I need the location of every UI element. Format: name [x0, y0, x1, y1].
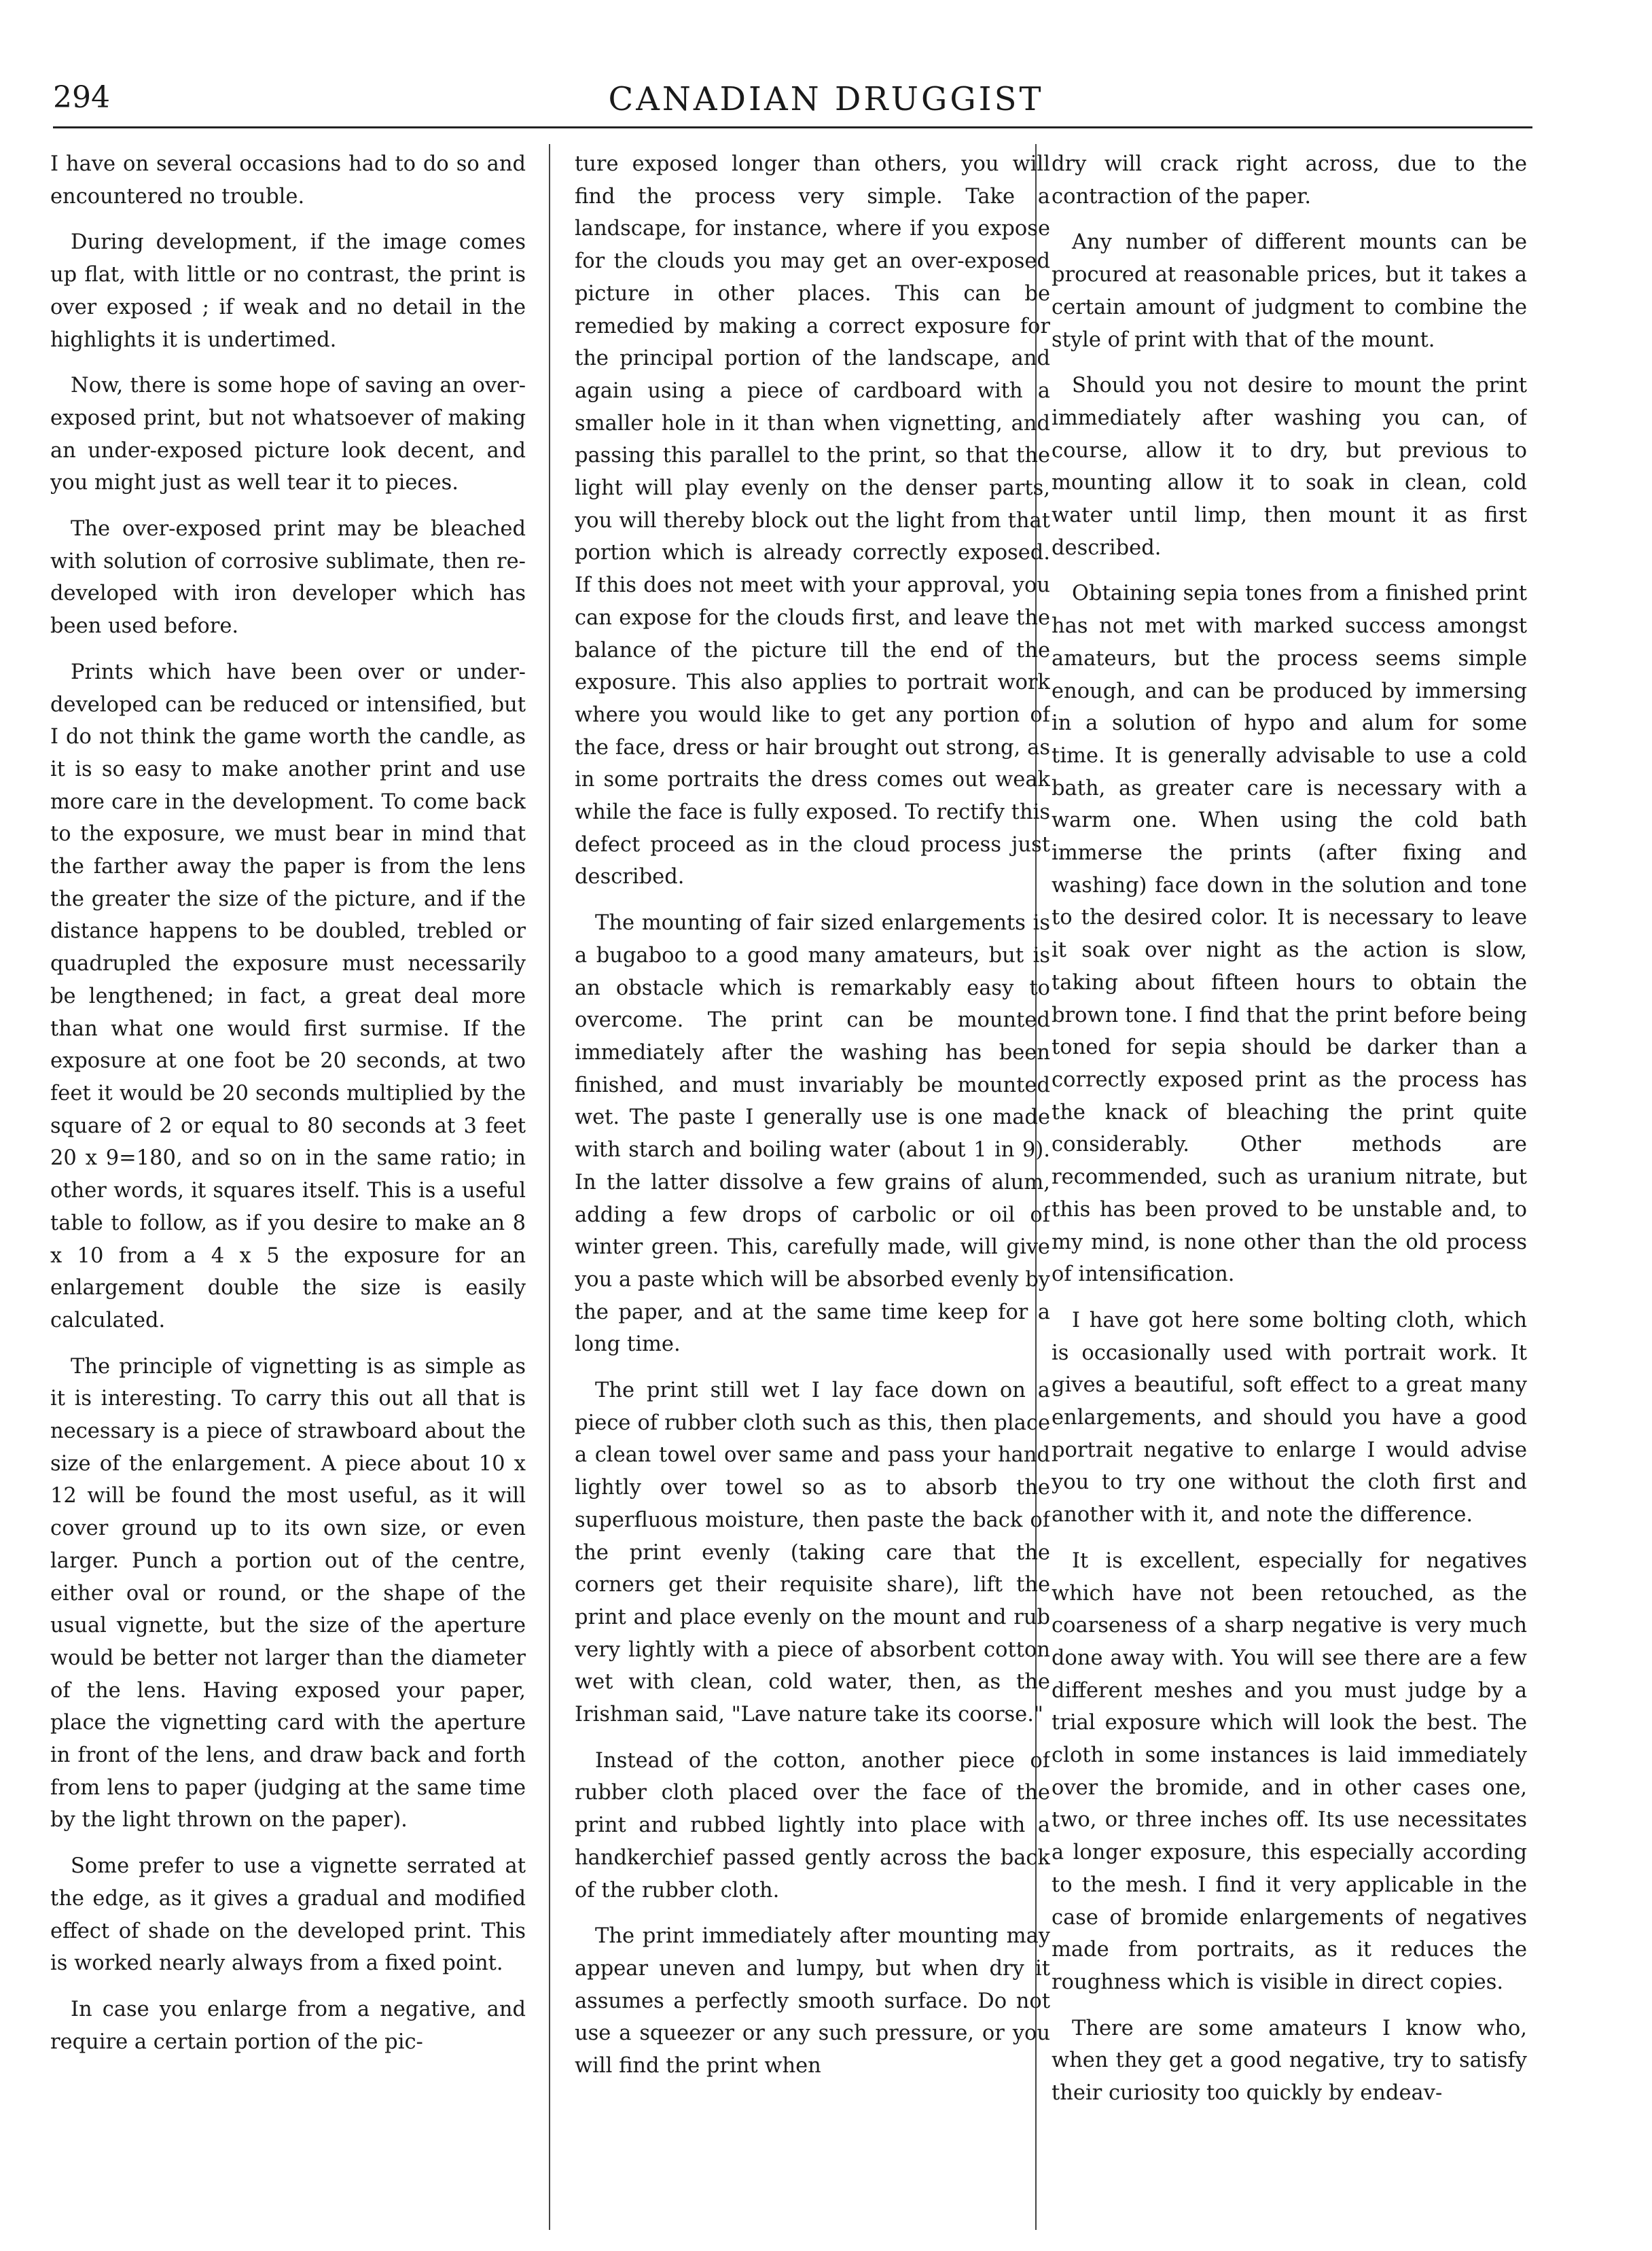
- paragraph: Now, there is some hope of saving an over-exposed print, but not whatsoever of making an under-exposed picture look decent, and you might just as well tear it to pieces.: [50, 374, 526, 495]
- column-divider: [549, 144, 550, 2230]
- paragraph: Should you not desire to mount the print immediately after washing you can, of course, allow it to dry, but previous to mounting allow it to soak in clean, cold water until limp, then mount it as first described.: [1052, 374, 1527, 560]
- paragraph: It is excellent, especially for negatives which have not been retouched, as the coarseness of a sharp negative is very much done away with. You will see there are a few different meshes and you must judge by a trial exposure which will look the best. The cloth in some instances is laid immediately over the bromide, and in other cases one, two, or three inches off. Its use necessitates a longer exposure, this especially according to the mesh. I find it very applicable in the case of bromide enlargements of negatives made from portraits, as it reduces the roughness which is visible in direct copies.: [1052, 1548, 1527, 1994]
- paragraph: Any number of different mounts can be procured at reasonable prices, but it takes a certain amount of judgment to combine the style of print with that of the mount.: [1052, 230, 1527, 352]
- paragraph: dry will crack right across, due to the contraction of the paper.: [1052, 152, 1527, 209]
- text-column-3: [1052, 148, 1527, 2227]
- running-head-title: CANADIAN DRUGGIST: [608, 80, 1044, 118]
- text-column-1: [50, 148, 526, 2227]
- paragraph: The principle of vignetting is as simple as it is interesting. To carry this out all that is necessary is a piece of strawboard about the size of the enlargement. A piece about 10 x 12 will be found the most useful, as it will cover ground up to its own size, or even larger. Punch a portion out of the centre, either oval or round, or the shape of the usual vignette, but the size of the aperture would be better not larger than the diameter of the lens. Having exposed your paper, place the vignetting card with the aperture in front of the lens, and draw back and forth from lens to paper (judging at the same time by the light thrown on the paper).: [50, 1354, 526, 1832]
- paragraph: The print still wet I lay face down on a piece of rubber cloth such as this, then place a clean towel over same and pass your hand lightly over towel so as to absorb the superfluous moisture, then paste the back of the print evenly (taking care that the corners get their requisite share), lift the print and place evenly on the mount and rub very lightly with a piece of absorbent cotton wet with clean, cold water, then, as the Irishman said, "Lave nature take its coorse.": [575, 1379, 1050, 1727]
- paragraph: Some prefer to use a vignette serrated at the edge, as it gives a gradual and modified effect of shade on the developed print. This is worked nearly always from a fixed point.: [50, 1854, 526, 1976]
- paragraph: There are some amateurs I know who, when they get a good negative, try to satisfy their curiosity too quickly by endeav-: [1052, 2016, 1527, 2106]
- paragraph: The mounting of fair sized enlargements is a bugaboo to a good many amateurs, but is an obstacle which is remarkably easy to overcome. The print can be mounted immediately after the washing has been finished, and must invariably be mounted wet. The paste I generally use is one made with starch and boiling water (about 1 in 9). In the latter dissolve a few grains of alum, adding a few drops of carbolic or oil of winter green. This, carefully made, will give you a paste which will be absorbed evenly by the paper, and at the same time keep for a long time.: [575, 911, 1050, 1357]
- paragraph: Instead of the cotton, another piece of rubber cloth placed over the face of the print and rubbed lightly into place with a handkerchief passed gently across the back of the rubber cloth.: [575, 1748, 1050, 1902]
- header-rule: [53, 126, 1532, 128]
- paragraph: During development, if the image comes up flat, with little or no contrast, the print is over exposed ; if weak and no detail in the highlights it is undertimed.: [50, 230, 526, 352]
- paragraph: The print immediately after mounting may appear uneven and lumpy, but when dry it assumes a perfectly smooth surface. Do not use a squeezer or any such pressure, or you will find the print when: [575, 1924, 1050, 2078]
- paragraph: I have got here some bolting cloth, which is occasionally used with portrait work. It gives a beautiful, soft effect to a great many enlargements, and should you have a good portrait negative to enlarge I would advise you to try one without the cloth first and another with it, and note the difference.: [1052, 1308, 1527, 1527]
- paragraph: Obtaining sepia tones from a finished print has not met with marked success amongst amateurs, but the process seems simple enough, and can be produced by immersing in a solution of hypo and alum for some time. It is generally advisable to use a cold bath, as greater care is necessary with a warm one. When using the cold bath immerse the prints (after fixing and washing) face down in the solution and tone to the desired color. It is necessary to leave it soak over night as the action is slow, taking about fifteen hours to obtain the brown tone. I find that the print before being toned for sepia should be darker than a correctly exposed print as the process has the knack of bleaching the print quite considerably. Other methods are recommended, such as uranium nitrate, but this has been proved to be unstable and, to my mind, is none other than the old process of intensification.: [1052, 582, 1527, 1287]
- paragraph: In case you enlarge from a negative, and require a certain portion of the pic-: [50, 1997, 526, 2054]
- page-number: 294: [53, 80, 110, 115]
- paragraph: I have on several occasions had to do so and encountered no trouble.: [50, 152, 526, 209]
- text-column-2: [575, 148, 1050, 2227]
- paragraph: Prints which have been over or under-developed can be reduced or intensified, but I do not think the game worth the candle, as it is so easy to make another print and use more care in the development. To come back to the exposure, we must bear in mind that the farther away the paper is from the lens the greater the size of the picture, and if the distance happens to be doubled, trebled or quadrupled the exposure must necessarily be lengthened; in fact, a great deal more than what one would first surmise. If the exposure at one foot be 20 seconds, at two feet it would be 20 seconds multiplied by the square of 2 or equal to 80 seconds at 3 feet 20 x 9=180, and so on in the same ratio; in other words, it squares itself. This is a useful table to follow, as if you desire to make an 8 x 10 from a 4 x 5 the exposure for an enlargement double the size is easily calculated.: [50, 660, 526, 1332]
- paragraph: ture exposed longer than others, you will find the process very simple. Take a landscape, for instance, where if you expose for the clouds you may get an over-exposed picture in other places. This can be remedied by making a correct exposure for the principal portion of the landscape, and again using a piece of cardboard with a smaller hole in it than when vignetting, and passing this parallel to the print, so that the light will play evenly on the denser parts, you will thereby block out the light from that portion which is already correctly exposed. If this does not meet with your approval, you can expose for the clouds first, and leave the balance of the picture till the end of the exposure. This also applies to portrait work where you would like to get any portion of the face, dress or hair brought out strong, as in some portraits the dress comes out weak while the face is fully exposed. To rectify this defect proceed as in the cloud process just described.: [575, 152, 1050, 889]
- paragraph: The over-exposed print may be bleached with solution of corrosive sublimate, then re-developed with iron developer which has been used before.: [50, 517, 526, 639]
